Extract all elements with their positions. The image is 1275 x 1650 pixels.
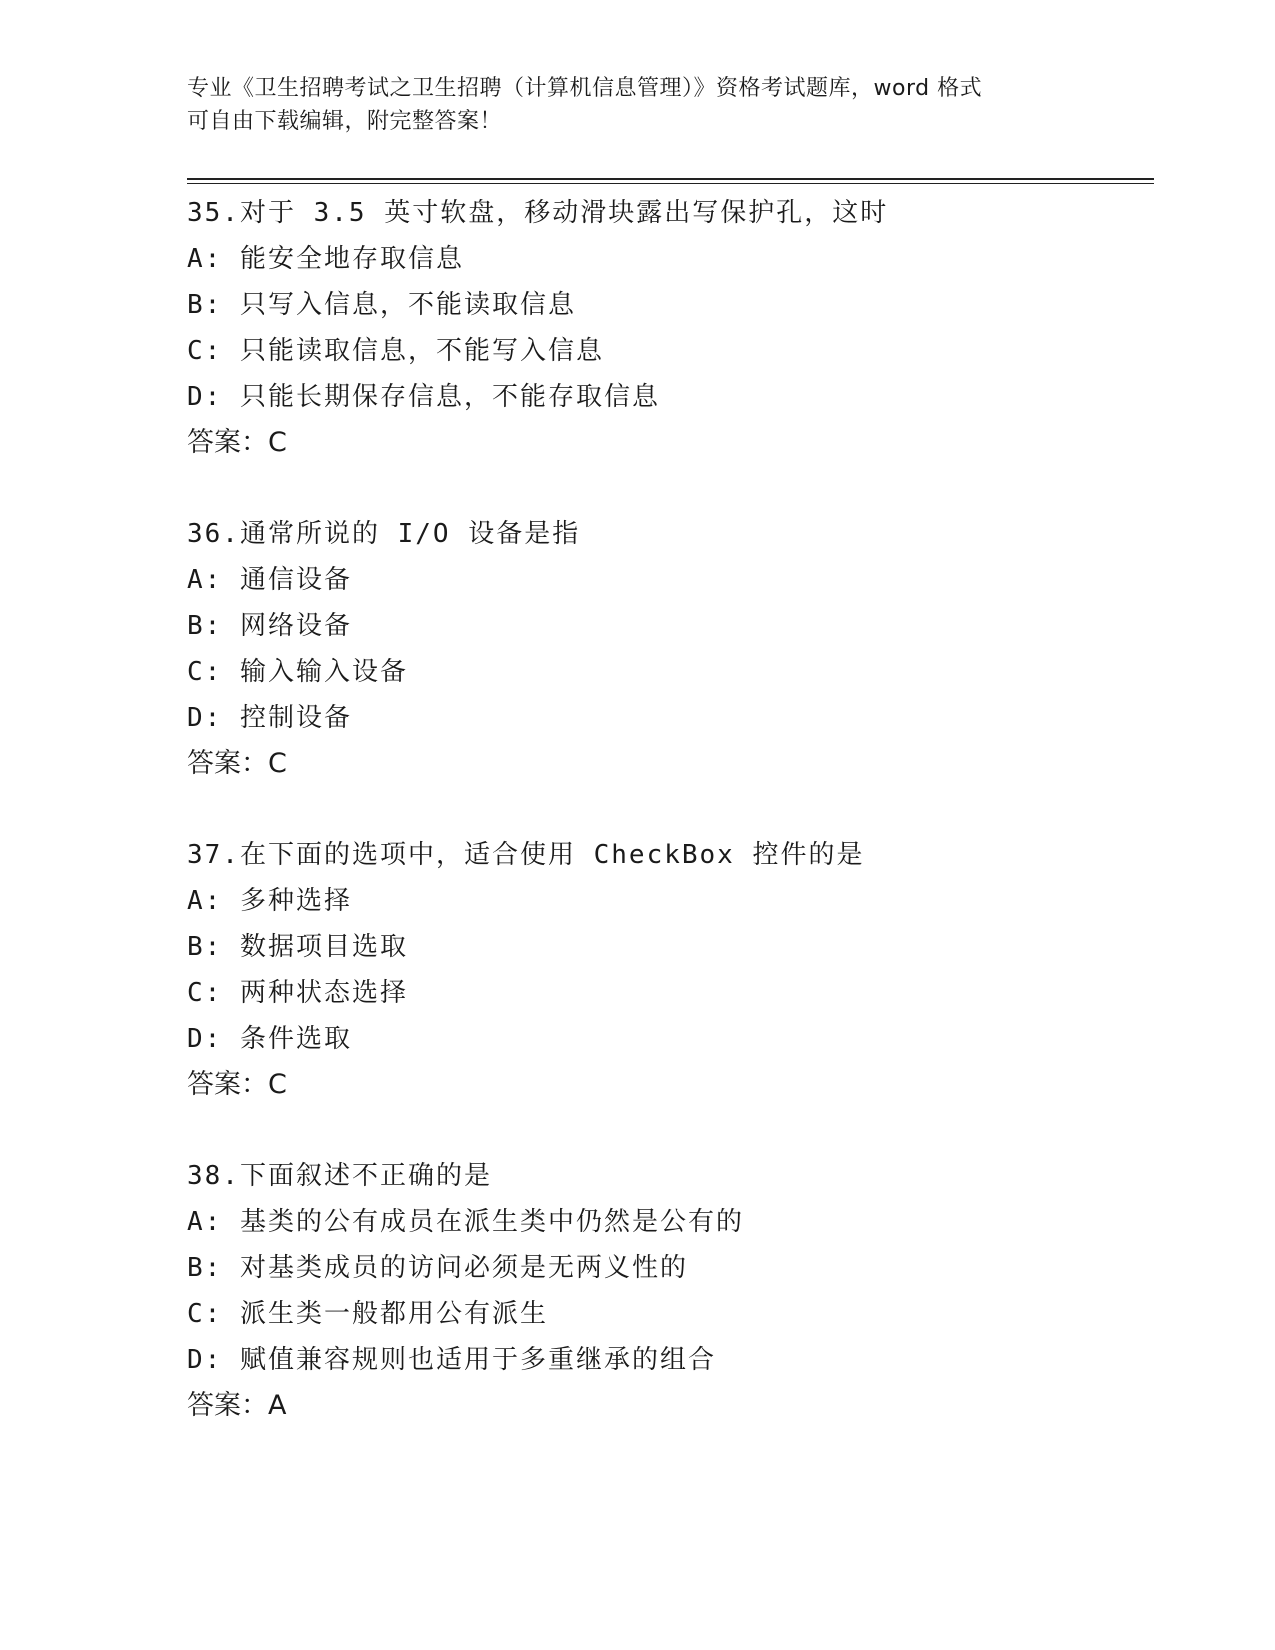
option-d: D: 控制设备: [187, 703, 352, 733]
option-d: D: 赋值兼容规则也适用于多重继承的组合: [187, 1345, 716, 1375]
answer-value: C: [268, 748, 287, 779]
option-b: B: 对基类成员的访问必须是无两义性的: [187, 1253, 688, 1283]
answer-label: 答案：: [187, 427, 268, 458]
document-header: [187, 72, 1087, 138]
header-divider-thick: [187, 178, 1154, 180]
option-a: A: 通信设备: [187, 565, 352, 595]
option-c: C: 只能读取信息，不能写入信息: [187, 336, 604, 366]
answer: [187, 741, 1147, 787]
answer-value: C: [268, 427, 287, 458]
option-a: A: 多种选择: [187, 886, 352, 916]
question-38: [187, 1153, 1147, 1429]
answer: [187, 1062, 1147, 1108]
header-line-2: 可自由下载编辑，附完整答案！: [187, 109, 503, 134]
question-stem: 37.在下面的选项中，适合使用 CheckBox 控件的是: [187, 840, 865, 870]
answer: [187, 1383, 1147, 1429]
question-37: [187, 832, 1147, 1108]
option-a: A: 基类的公有成员在派生类中仍然是公有的: [187, 1207, 744, 1237]
answer-value: A: [268, 1390, 287, 1421]
answer-label: 答案：: [187, 748, 268, 779]
option-b: B: 数据项目选取: [187, 932, 408, 962]
option-b: B: 只写入信息，不能读取信息: [187, 290, 576, 320]
question-35: [187, 190, 1147, 466]
question-stem: 35.对于 3.5 英寸软盘，移动滑块露出写保护孔，这时: [187, 198, 889, 228]
option-d: D: 条件选取: [187, 1024, 352, 1054]
answer-label: 答案：: [187, 1069, 268, 1100]
option-c: C: 两种状态选择: [187, 978, 408, 1008]
option-a: A: 能安全地存取信息: [187, 244, 464, 274]
option-b: B: 网络设备: [187, 611, 352, 641]
question-36: [187, 511, 1147, 787]
answer-value: C: [268, 1069, 287, 1100]
header-line-1: 专业《卫生招聘考试之卫生招聘（计算机信息管理）》资格考试题库，word 格式: [187, 76, 983, 101]
option-c: C: 派生类一般都用公有派生: [187, 1299, 548, 1329]
question-list: [187, 190, 1147, 1474]
option-d: D: 只能长期保存信息，不能存取信息: [187, 382, 660, 412]
answer-label: 答案：: [187, 1390, 268, 1421]
question-stem: 38.下面叙述不正确的是: [187, 1161, 492, 1191]
option-c: C: 输入输入设备: [187, 657, 408, 687]
question-stem: 36.通常所说的 I/O 设备是指: [187, 519, 581, 549]
answer: [187, 420, 1147, 466]
header-divider-thin: [187, 183, 1154, 184]
